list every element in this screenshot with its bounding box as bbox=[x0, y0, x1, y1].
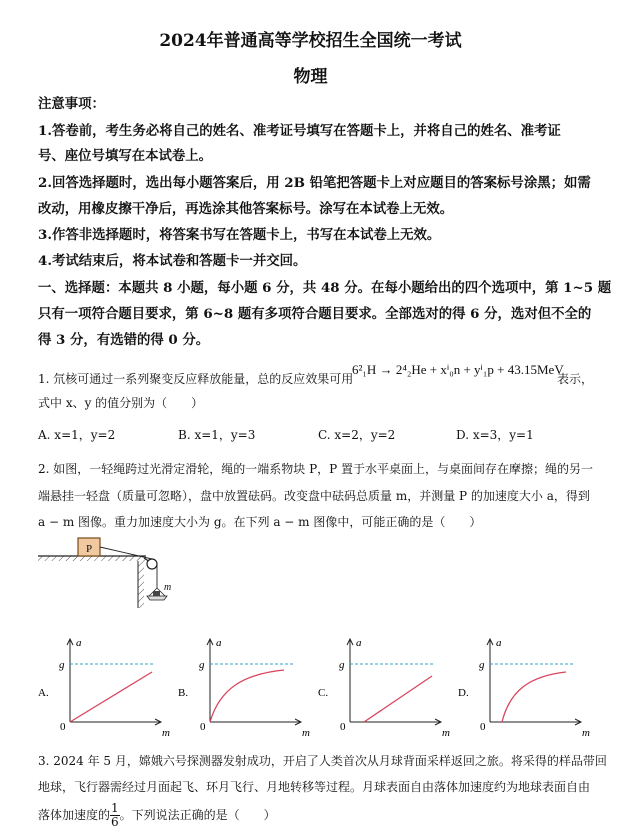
graph-g-label-1: g bbox=[199, 659, 205, 671]
graph-ylabel-0: a bbox=[76, 637, 82, 649]
graph-origin-label-0: 0 bbox=[60, 721, 66, 733]
graph-xlabel-2: m bbox=[442, 727, 450, 736]
graph-ylabel-1: a bbox=[216, 637, 222, 649]
graph-origin-label-2: 0 bbox=[340, 721, 346, 733]
q3-fraction bbox=[110, 802, 120, 829]
section1-line-2: 只有一项符合题目要求，第 6~8 题有多项符合题目要求。全部选对的得 6 分，选对但不全的 bbox=[38, 306, 592, 322]
q2-line-3: a − m 图像。重力加速度大小为 g。在下列 a − m 图像中，可能正确的是（ ） bbox=[38, 515, 482, 529]
graph-option-label-3: D. bbox=[458, 687, 469, 699]
q3-frac-den: 6 bbox=[111, 815, 119, 829]
table-leg bbox=[138, 556, 144, 608]
notice-item-2b: 改动，用橡皮擦干净后，再选涂其他答案标号。涂写在本试卷上无效。 bbox=[38, 201, 454, 217]
q1-option-b: B. x=1，y=3 bbox=[178, 428, 256, 442]
graph-xlabel-1: m bbox=[302, 727, 310, 736]
q2-graphs bbox=[38, 636, 598, 736]
graph-ylabel-3: a bbox=[496, 637, 502, 649]
q3-line-2: 地球，飞行器需经过月面起飞、环月飞行、月地转移等过程。月球表面自由落体加速度约为地球表面自由 bbox=[38, 780, 591, 794]
q1-stem-b: 表示， bbox=[557, 372, 594, 386]
section1-line-1: 一、选择题：本题共 8 小题，每小题 6 分，共 48 分。在每小题给出的四个选项中，第 1~5 题 bbox=[38, 280, 612, 296]
subject-title: 物理 bbox=[293, 67, 328, 87]
q1-formula: 6²₁H → 2⁴₂He + xⁱ₀n + yⁱ₁p + 43.15MeV bbox=[352, 362, 564, 377]
graph-g-label-0: g bbox=[59, 659, 65, 671]
q1-option-d: D. x=3，y=1 bbox=[456, 428, 534, 442]
block-p-label: P bbox=[85, 543, 93, 555]
graph-option-label-2: C. bbox=[318, 687, 329, 699]
graph-curve-3 bbox=[502, 672, 566, 722]
notice-item-3: 3.作答非选择题时，将答案书写在答题卡上，书写在本试卷上无效。 bbox=[38, 227, 441, 243]
pan bbox=[147, 596, 167, 600]
table-surface bbox=[38, 556, 146, 561]
q2-line-2: 端悬挂一轻盘（质量可忽略），盘中放置砝码。改变盘中砝码总质量 m，并测量 P 的加速度大小 a，得到 bbox=[38, 489, 590, 503]
q1-stem-c: 式中 x、y 的值分别为（ ） bbox=[38, 396, 204, 410]
q2-graphs-svg bbox=[38, 636, 598, 736]
graph-g-label-3: g bbox=[479, 659, 485, 671]
q3-last-suffix: 。下列说法正确的是（ ） bbox=[119, 808, 276, 822]
q1-option-c: C. x=2，y=2 bbox=[318, 428, 396, 442]
graph-origin-label-3: 0 bbox=[480, 721, 486, 733]
q1-stem-a: 1. 氘核可通过一系列聚变反应释放能量，总的反应效果可用 bbox=[38, 372, 354, 386]
graph-g-label-2: g bbox=[339, 659, 345, 671]
notice-item-2a: 2.回答选择题时，选出每小题答案后，用 2B 铅笔把答题卡上对应题目的答案标号涂黑；如需 bbox=[38, 175, 591, 191]
mass-label: m bbox=[164, 582, 172, 593]
graph-xlabel-3: m bbox=[582, 727, 590, 736]
graph-origin-label-1: 0 bbox=[200, 721, 206, 733]
q3-last-prefix: 落体加速度的 bbox=[38, 808, 111, 822]
pulley bbox=[147, 559, 157, 569]
q3-frac-num: 1 bbox=[111, 801, 119, 815]
q1-option-a: A. x=1，y=2 bbox=[38, 428, 116, 442]
graph-curve-0 bbox=[70, 672, 152, 722]
q3-line-1: 3. 2024 年 5 月，嫦娥六号探测器发射成功，开启了人类首次从月球背面采样返回之旅。将采得的样品带回 bbox=[38, 754, 607, 768]
exam-title: 2024年普通高等学校招生全国统一考试 bbox=[159, 31, 462, 51]
section1-line-3: 得 3 分，有选错的得 0 分。 bbox=[38, 332, 210, 348]
q2-apparatus-figure bbox=[38, 532, 178, 612]
q3-line-3 bbox=[38, 802, 276, 829]
graph-ylabel-2: a bbox=[356, 637, 362, 649]
graph-option-label-0: A. bbox=[38, 687, 49, 699]
notice-item-4: 4.考试结束后，将本试卷和答题卡一并交回。 bbox=[38, 253, 307, 269]
notice-heading: 注意事项： bbox=[38, 96, 105, 112]
graph-curve-1 bbox=[210, 670, 284, 722]
notice-item-1a: 1.答卷前，考生务必将自己的姓名、准考证号填写在答题卡上，并将自己的姓名、准考证 bbox=[38, 123, 561, 139]
graph-option-label-1: B. bbox=[178, 687, 189, 699]
graph-xlabel-0: m bbox=[162, 727, 170, 736]
notice-item-1b: 号、座位号填写在本试卷上。 bbox=[38, 148, 213, 164]
q2-line-1: 2. 如图，一轻绳跨过光滑定滑轮，绳的一端系物块 P，P 置于水平桌面上，与桌面间存在摩擦；绳的另一 bbox=[38, 462, 594, 476]
weights bbox=[153, 591, 160, 596]
graph-curve-2 bbox=[364, 676, 432, 722]
